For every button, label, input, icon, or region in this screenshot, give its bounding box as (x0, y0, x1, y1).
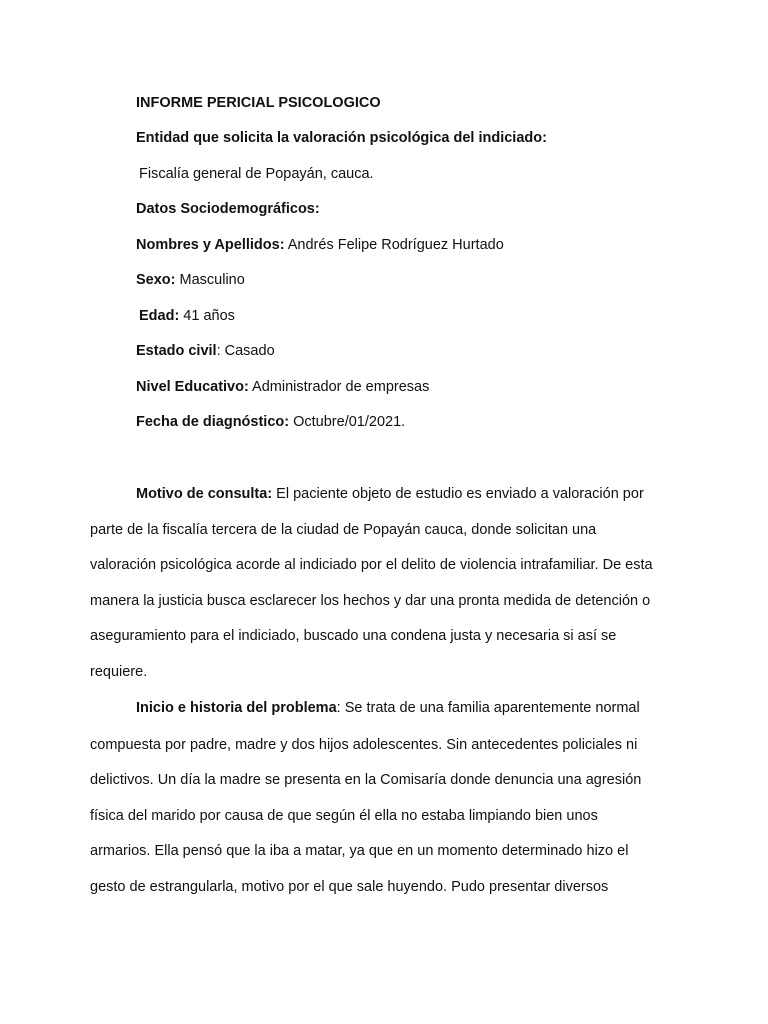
entity-heading: Entidad que solicita la valoración psicológica del indiciado: (136, 130, 547, 146)
motivo-paragraph-line: valoración psicológica acorde al indiciado por el delito de violencia intrafamiliar. De esta (90, 557, 653, 573)
names-row (136, 236, 504, 254)
inicio-paragraph-line: gesto de estrangularla, motivo por el que sale huyendo. Pudo presentar diversos (90, 879, 609, 895)
education-value: Administrador de empresas (248, 379, 430, 395)
education-row (136, 378, 429, 396)
age-label: Edad: (139, 308, 180, 324)
diagnosis-date-row (136, 413, 405, 431)
sociodemographic-heading: Datos Sociodemográficos: (136, 201, 320, 217)
civil-status-row (136, 342, 275, 360)
civil-status-value: : Casado (216, 343, 275, 359)
inicio-label: Inicio e historia del problema (136, 700, 337, 716)
sex-value: Masculino (175, 272, 245, 288)
age-value: 41 años (179, 308, 235, 324)
diagnosis-date-value: Octubre/01/2021. (289, 414, 406, 430)
motivo-paragraph-line (136, 485, 644, 503)
motivo-paragraph-line: requiere. (90, 664, 148, 680)
sex-row (136, 271, 245, 289)
sex-label: Sexo: (136, 272, 176, 288)
inicio-paragraph-line: física del marido por causa de que según él ella no estaba limpiando bien unos (90, 808, 598, 824)
names-label: Nombres y Apellidos: (136, 237, 285, 253)
motivo-paragraph-line: manera la justicia busca esclarecer los hechos y dar una pronta medida de detención o (90, 593, 651, 609)
education-label: Nivel Educativo: (136, 379, 249, 395)
inicio-paragraph-line: delictivos. Un día la madre se presenta en la Comisaría donde denuncia una agresión (90, 772, 642, 788)
entity-value: Fiscalía general de Popayán, cauca. (139, 166, 374, 182)
motivo-paragraph-line: aseguramiento para el indiciado, buscado una condena justa y necesaria si así se (90, 628, 617, 644)
age-row (139, 307, 235, 325)
motivo-label: Motivo de consulta: (136, 486, 273, 502)
inicio-paragraph-line (136, 699, 640, 717)
diagnosis-date-label: Fecha de diagnóstico: (136, 414, 290, 430)
civil-status-label: Estado civil (136, 343, 217, 359)
inicio-paragraph-line: armarios. Ella pensó que la iba a matar, ya que en un momento determinado hizo el (90, 843, 629, 859)
document-title: INFORME PERICIAL PSICOLOGICO (136, 95, 381, 111)
motivo-text: El paciente objeto de estudio es enviado a valoración por (272, 486, 644, 502)
inicio-text: : Se trata de una familia aparentemente normal (336, 700, 640, 716)
names-value: Andrés Felipe Rodríguez Hurtado (284, 237, 504, 253)
motivo-paragraph-line: parte de la fiscalía tercera de la ciudad de Popayán cauca, donde solicitan una (90, 522, 597, 538)
inicio-paragraph-line: compuesta por padre, madre y dos hijos adolescentes. Sin antecedentes policiales ni (90, 737, 638, 753)
